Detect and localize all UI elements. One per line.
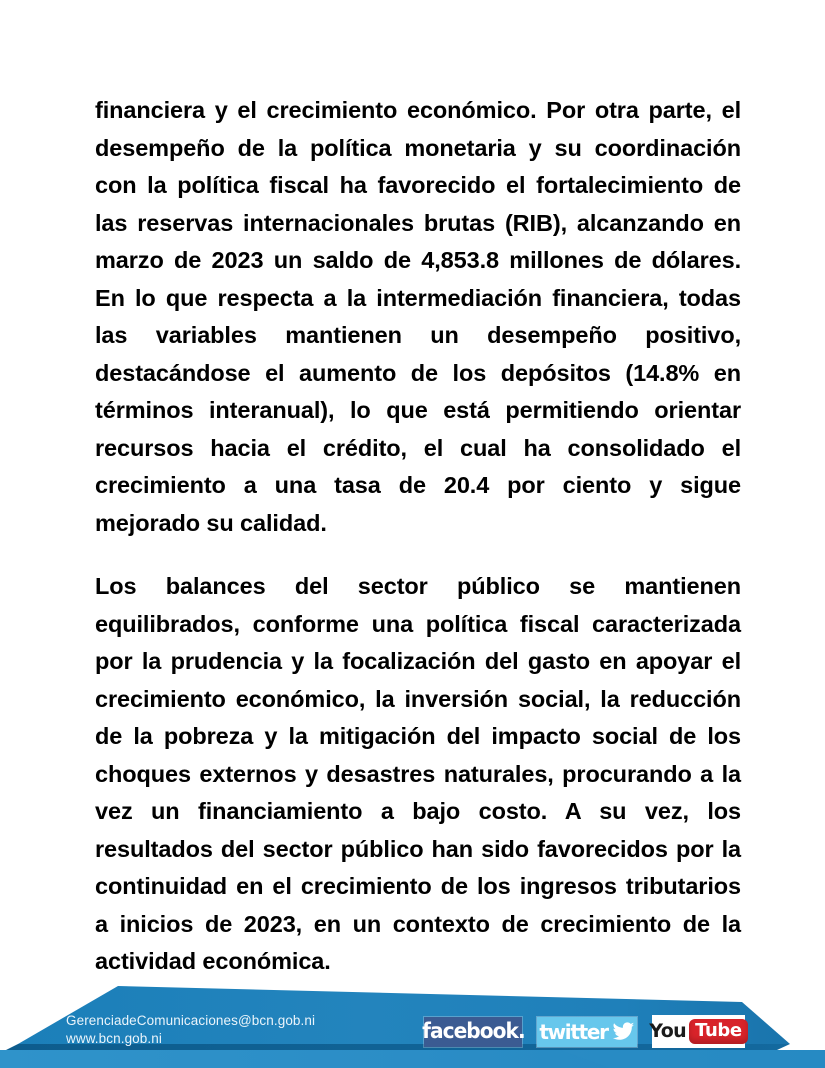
document-text-body (95, 92, 741, 981)
twitter-logo-label: twitter (539, 1019, 608, 1044)
social-links-row (421, 1015, 745, 1048)
footer-email[interactable]: GerenciadeComunicaciones@bcn.gob.ni (66, 1013, 316, 1028)
youtube-logo-you: You (649, 1020, 687, 1042)
facebook-logo-label: facebook. (421, 1019, 525, 1043)
footer-website[interactable]: www.bcn.gob.ni (66, 1030, 162, 1046)
youtube-logo[interactable] (649, 1015, 745, 1048)
paragraph-2: Los balances del sector público se mantienen equilibrados, conforme una política fiscal caracterizada por la prudencia y la focalización del gasto en apoyar el crecimiento económico, la inversión social, la reducción de la pobreza y la mitigación del impacto social de los choques externos y desastres naturales, procurando a la vez un financiamiento a bajo costo. A su vez, los resultados del sector público han sido favorecidos por la continuidad en el crecimiento de los ingresos tributarios a inicios de 2023, en un contexto de crecimiento de la actividad económica. (95, 573, 741, 974)
page-footer (0, 976, 825, 1068)
youtube-logo-tube: Tube (689, 1019, 748, 1044)
twitter-logo[interactable] (537, 1017, 637, 1047)
paragraph-1: financiera y el crecimiento económico. Por otra parte, el desempeño de la política monetaria y su coordinación con la política fiscal ha favorecido el fortalecimiento de las reservas internacionales brutas (RIB), alcanzando en marzo de 2023 un saldo de 4,853.8 millones de dólares. En lo que respecta a la intermediación financiera, todas las variables mantienen un desempeño positivo, destacándose el aumento de los depósitos (14.8% en términos interanual), lo que está permitiendo orientar recursos hacia el crédito, el cual ha consolidado el crecimiento a una tasa de 20.4 por ciento y sigue mejorado su calidad. (95, 97, 741, 536)
facebook-logo[interactable] (421, 1017, 525, 1047)
footer-contact-block (66, 1012, 315, 1047)
twitter-bird-icon (611, 1022, 635, 1042)
